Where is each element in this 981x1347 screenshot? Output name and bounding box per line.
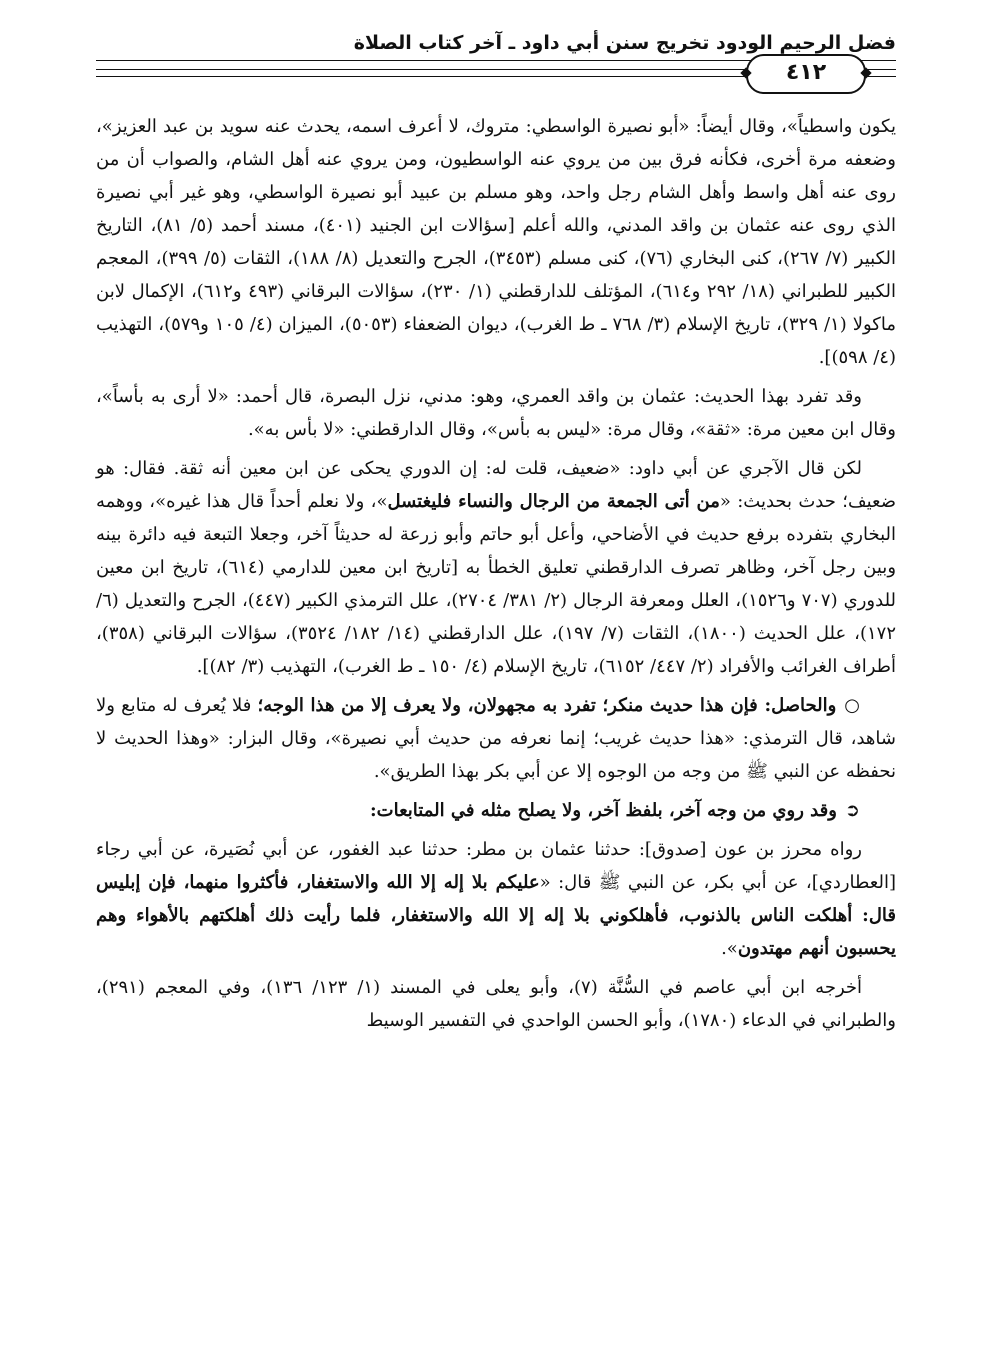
paragraph-6-text-end: ». bbox=[721, 938, 738, 959]
conclusion-text: فلا يُعرف له متابع ولا شاهد، قال الترمذي: «هذا حديث غريب؛ إنما نعرفه من حديث أبي نصيرة»، وقال البزار: «وهذا الحديث لا نحفظه عن النبي ﷺ من وجه من الوجوه إلا عن أبي بكر بهذا الطريق». bbox=[96, 695, 896, 782]
paragraph-3-text-start: لكن قال الآجري عن أبي داود: «ضعيف، قلت له: إن الدوري يحكى عن ابن معين أنه ثقة. فقال: هو ضعيف؛ حدث بحديث: « bbox=[96, 458, 896, 512]
paragraph-6 bbox=[96, 833, 896, 965]
quoted-hadith-istighfar: عليكم بلا إله إلا الله والاستغفار، فأكثروا منهما، فإن إبليس قال: أهلكت الناس بالذنوب، فأهلكوني بلا إله إلا الله والاستغفار، فلما رأيت ذلك أهلكتهم بالأهواء وهم يحسبون أنهم مهتدون bbox=[96, 872, 896, 959]
conclusion-paragraph bbox=[96, 689, 896, 788]
paragraph-2: وقد تفرد بهذا الحديث: عثمان بن واقد العمري، وهو: مدني، نزل البصرة، قال أحمد: «لا أرى به بأساً»، وقال ابن معين مرة: «ثقة»، وقال مرة: «ليس به بأس»، وقال الدارقطني: «لا بأس به». bbox=[96, 386, 896, 440]
page-header bbox=[96, 28, 896, 98]
ring-bullet-icon: ○ bbox=[844, 695, 860, 716]
running-title: فضل الرحيم الودود تخريج سنن أبي داود ـ آخر كتاب الصلاة bbox=[353, 32, 896, 54]
subheading-text: وقد روي من وجه آخر، بلفظ آخر، ولا يصلح مثله في المتابعات: bbox=[370, 800, 837, 821]
page-number: ٤١٢ bbox=[746, 54, 866, 94]
paragraph-7: أخرجه ابن أبي عاصم في السُّنَّة (٧)، وأبو يعلى في المسند (١/ ١٢٣/ ١٣٦)، وفي المعجم (٢٩١)، والطبراني في الدعاء (١٧٨٠)، وأبو الحسن الواحدي في التفسير الوسيط bbox=[96, 977, 896, 1031]
quoted-hadith-ghusl: من أتى الجمعة من الرجال والنساء فليغتسل bbox=[387, 491, 720, 512]
page-body bbox=[96, 110, 896, 1043]
subheading-other-route bbox=[96, 794, 896, 827]
paragraph-1: يكون واسطياً»، وقال أيضاً: «أبو نصيرة الواسطي: متروك، لا أعرف اسمه، يحدث عنه سويد بن عبد العزيز»، وضعفه مرة أخرى، فكأنه فرق بين من يروي عنه الواسطيون، ومن يروي عنه أهل الشام، والصواب أن من روى عنه أهل واسط وأهل الشام رجل واحد، وهو مسلم بن عبيد أبو نصيرة الواسطي، وهو غير أبي نصيرة الذي روى عنه عثمان بن واقد المدني، والله أعلم [سؤالات ابن الجنيد (٤٠١)، مسند أحمد (٥/ ٨١)، التاريخ الكبير (٧/ ٢٦٧)، كنى البخاري (٧٦)، كنى مسلم (٣٤٥٣)، الجرح والتعديل (٨/ ١٨٨)، الثقات (٥/ ٣٩٩)، المعجم الكبير للطبراني (١٨/ ٢٩٢ و٦١٤)، المؤتلف للدارقطني (١/ ٢٣٠)، سؤالات البرقاني (٤٩٣ و٦١٢)، الإكمال لابن ماكولا (١/ ٣٢٩)، تاريخ الإسلام (٣/ ٧٦٨ ـ ط الغرب)، ديوان الضعفاء (٥٠٥٣)، الميزان (٤/ ١٠٥ و٥٧٩)، التهذيب (٤/ ٥٩٨)]. bbox=[96, 116, 896, 368]
paragraph-3-text-end: »، ولا نعلم أحداً قال هذا غيره»، ووهمه البخاري بتفرده برفع حديث في الأضاحي، وأعل أبو حاتم وأبو زرعة له حديثاً آخر، وجعلا التبعة فيه دائرة بينه وبين رجل آخر، وظاهر تصرف الدارقطني تعليق الخطأ به [تاريخ ابن معين للدارمي (٦١٤)، تاريخ ابن معين للدوري (٧٠٧ و١٥٢٦)، العلل ومعرفة الرجال (٢/ ٣٨١/ ٢٧٠٤)، علل الترمذي الكبير (٤٤٧)، الجرح والتعديل (٦/ ١٧٢)، علل الحديث (١٨٠٠)، الثقات (٧/ ١٩٧)، علل الدارقطني (١٤/ ١٨٢/ ٣٥٢٤)، سؤالات البرقاني (٣٥٨)، أطراف الغرائب والأفراد (٢/ ٤٤٧/ ٦١٥٢)، تاريخ الإسلام (٤/ ١٥٠ ـ ط الغرب)، التهذيب (٣/ ٨٢)]. bbox=[96, 491, 897, 677]
conclusion-lead: والحاصل: فإن هذا حديث منكر؛ تفرد به مجهولان، ولا يعرف إلا من هذا الوجه؛ bbox=[257, 695, 837, 716]
arrow-bullet-icon: ➲ bbox=[844, 800, 860, 821]
paragraph-3 bbox=[96, 452, 896, 683]
paragraph-6-text-start: رواه محرز بن عون [صدوق]: حدثنا عثمان بن مطر: حدثنا عبد الغفور، عن أبي نُصَيرة، عن أبي رجاء [العطاردي]، عن أبي بكر، عن النبي ﷺ قال: « bbox=[96, 839, 896, 893]
